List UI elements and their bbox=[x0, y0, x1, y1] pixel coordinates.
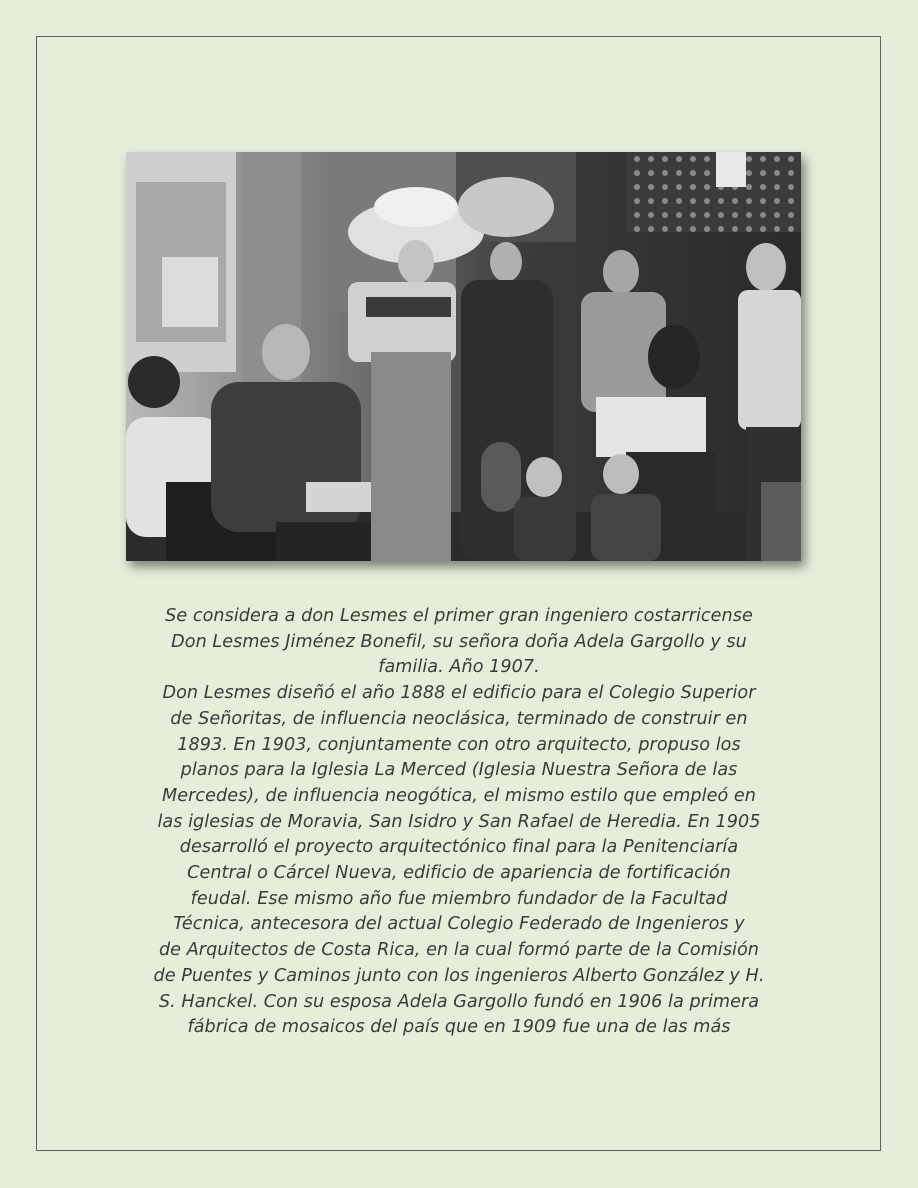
caption-line: de Señoritas, de influencia neoclásica, terminado de construir en bbox=[170, 708, 748, 729]
caption-line: Técnica, antecesora del actual Colegio Federado de Ingenieros y bbox=[173, 914, 745, 935]
caption-line: planos para la Iglesia La Merced (Iglesia Nuestra Señora de las bbox=[180, 760, 738, 781]
caption-line: fábrica de mosaicos del país que en 1909 fue una de las más bbox=[187, 1017, 731, 1038]
caption-line: familia. Año 1907. bbox=[378, 657, 540, 678]
caption-line: las iglesias de Moravia, San Isidro y San Rafael de Heredia. En 1905 bbox=[157, 811, 761, 832]
caption-line: Don Lesmes diseñó el año 1888 el edificio para el Colegio Superior bbox=[162, 683, 756, 704]
caption-line: desarrolló el proyecto arquitectónico final para la Penitenciaría bbox=[179, 837, 739, 858]
caption-line: 1893. En 1903, conjuntamente con otro arquitecto, propuso los bbox=[177, 734, 741, 755]
caption-line: Se considera a don Lesmes el primer gran ingeniero costarricense bbox=[165, 606, 753, 626]
photo-caption bbox=[108, 604, 810, 1041]
caption-line: Don Lesmes Jiménez Bonefil, su señora doña Adela Gargollo y su bbox=[171, 631, 747, 652]
caption-line: de Puentes y Caminos junto con los ingenieros Alberto González y H. bbox=[153, 965, 765, 986]
family-portrait-photo bbox=[126, 152, 801, 561]
caption-line: de Arquitectos de Costa Rica, en la cual formó parte de la Comisión bbox=[158, 940, 760, 961]
caption-line: Mercedes), de influencia neogótica, el mismo estilo que empleó en bbox=[162, 785, 756, 806]
caption-line: Central o Cárcel Nueva, edificio de apariencia de fortificación bbox=[187, 863, 731, 884]
caption-line: S. Hanckel. Con su esposa Adela Gargollo fundó en 1906 la primera bbox=[158, 991, 760, 1012]
caption-line: feudal. Ese mismo año fue miembro fundador de la Facultad bbox=[190, 888, 728, 909]
